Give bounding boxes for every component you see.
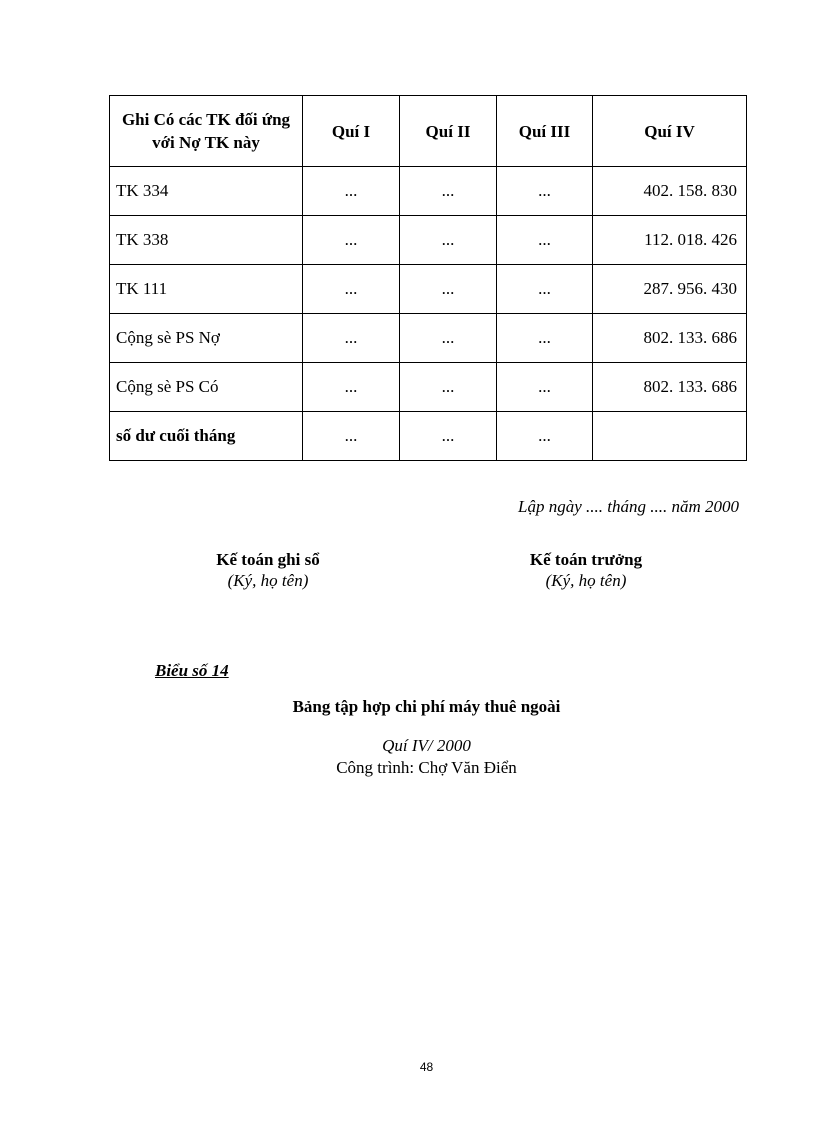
q3-cell: ... <box>497 363 593 412</box>
q3-cell: ... <box>497 412 593 461</box>
signature-subtitle: (Ký, họ tên) <box>227 571 309 590</box>
q2-cell: ... <box>400 167 497 216</box>
table-row <box>110 216 747 265</box>
table-row <box>110 167 747 216</box>
q4-cell: 802. 133. 686 <box>593 314 747 363</box>
period-label: Quí IV/ 2000 <box>382 736 471 755</box>
signature-chief-accountant <box>476 549 696 591</box>
q2-cell: ... <box>400 265 497 314</box>
table-row <box>110 412 747 461</box>
account-cell: TK 338 <box>110 216 303 265</box>
account-cell: TK 334 <box>110 167 303 216</box>
q4-cell: 287. 956. 430 <box>593 265 747 314</box>
q4-cell: 112. 018. 426 <box>593 216 747 265</box>
form-number: Biểu số 14 <box>155 661 229 680</box>
account-cell: Cộng sè PS Nợ <box>110 314 303 363</box>
account-cell: số dư cuối tháng <box>110 412 303 461</box>
table-header-row <box>110 96 747 167</box>
project-label: Công trình: Chợ Văn Điển <box>336 758 517 777</box>
signature-title: Kế toán trưởng <box>529 550 643 569</box>
header-account: Ghi Có các TK đối ứng với Nợ TK này <box>110 96 303 167</box>
signature-bookkeeper <box>158 549 378 591</box>
page-number: 48 <box>419 1060 434 1074</box>
section-heading: Bảng tập hợp chi phí máy thuê ngoài <box>292 697 561 716</box>
header-q4: Quí IV <box>593 96 747 167</box>
ledger-table <box>109 95 747 461</box>
q2-cell: ... <box>400 314 497 363</box>
header-q1: Quí I <box>303 96 400 167</box>
table-row <box>110 265 747 314</box>
date-line: Lập ngày .... tháng .... năm 2000 <box>518 497 739 516</box>
account-cell: Cộng sè PS Có <box>110 363 303 412</box>
q2-cell: ... <box>400 216 497 265</box>
q1-cell: ... <box>303 412 400 461</box>
header-q3: Quí III <box>497 96 593 167</box>
q4-cell: 802. 133. 686 <box>593 363 747 412</box>
table-row <box>110 314 747 363</box>
q1-cell: ... <box>303 265 400 314</box>
q3-cell: ... <box>497 167 593 216</box>
q3-cell: ... <box>497 314 593 363</box>
q4-cell <box>593 412 747 461</box>
q1-cell: ... <box>303 216 400 265</box>
q1-cell: ... <box>303 167 400 216</box>
q2-cell: ... <box>400 363 497 412</box>
q1-cell: ... <box>303 363 400 412</box>
header-q2: Quí II <box>400 96 497 167</box>
table-row <box>110 363 747 412</box>
q3-cell: ... <box>497 265 593 314</box>
signature-title: Kế toán ghi sổ <box>216 550 320 569</box>
q4-cell: 402. 158. 830 <box>593 167 747 216</box>
signature-subtitle: (Ký, họ tên) <box>545 571 627 590</box>
q2-cell: ... <box>400 412 497 461</box>
account-cell: TK 111 <box>110 265 303 314</box>
q1-cell: ... <box>303 314 400 363</box>
q3-cell: ... <box>497 216 593 265</box>
